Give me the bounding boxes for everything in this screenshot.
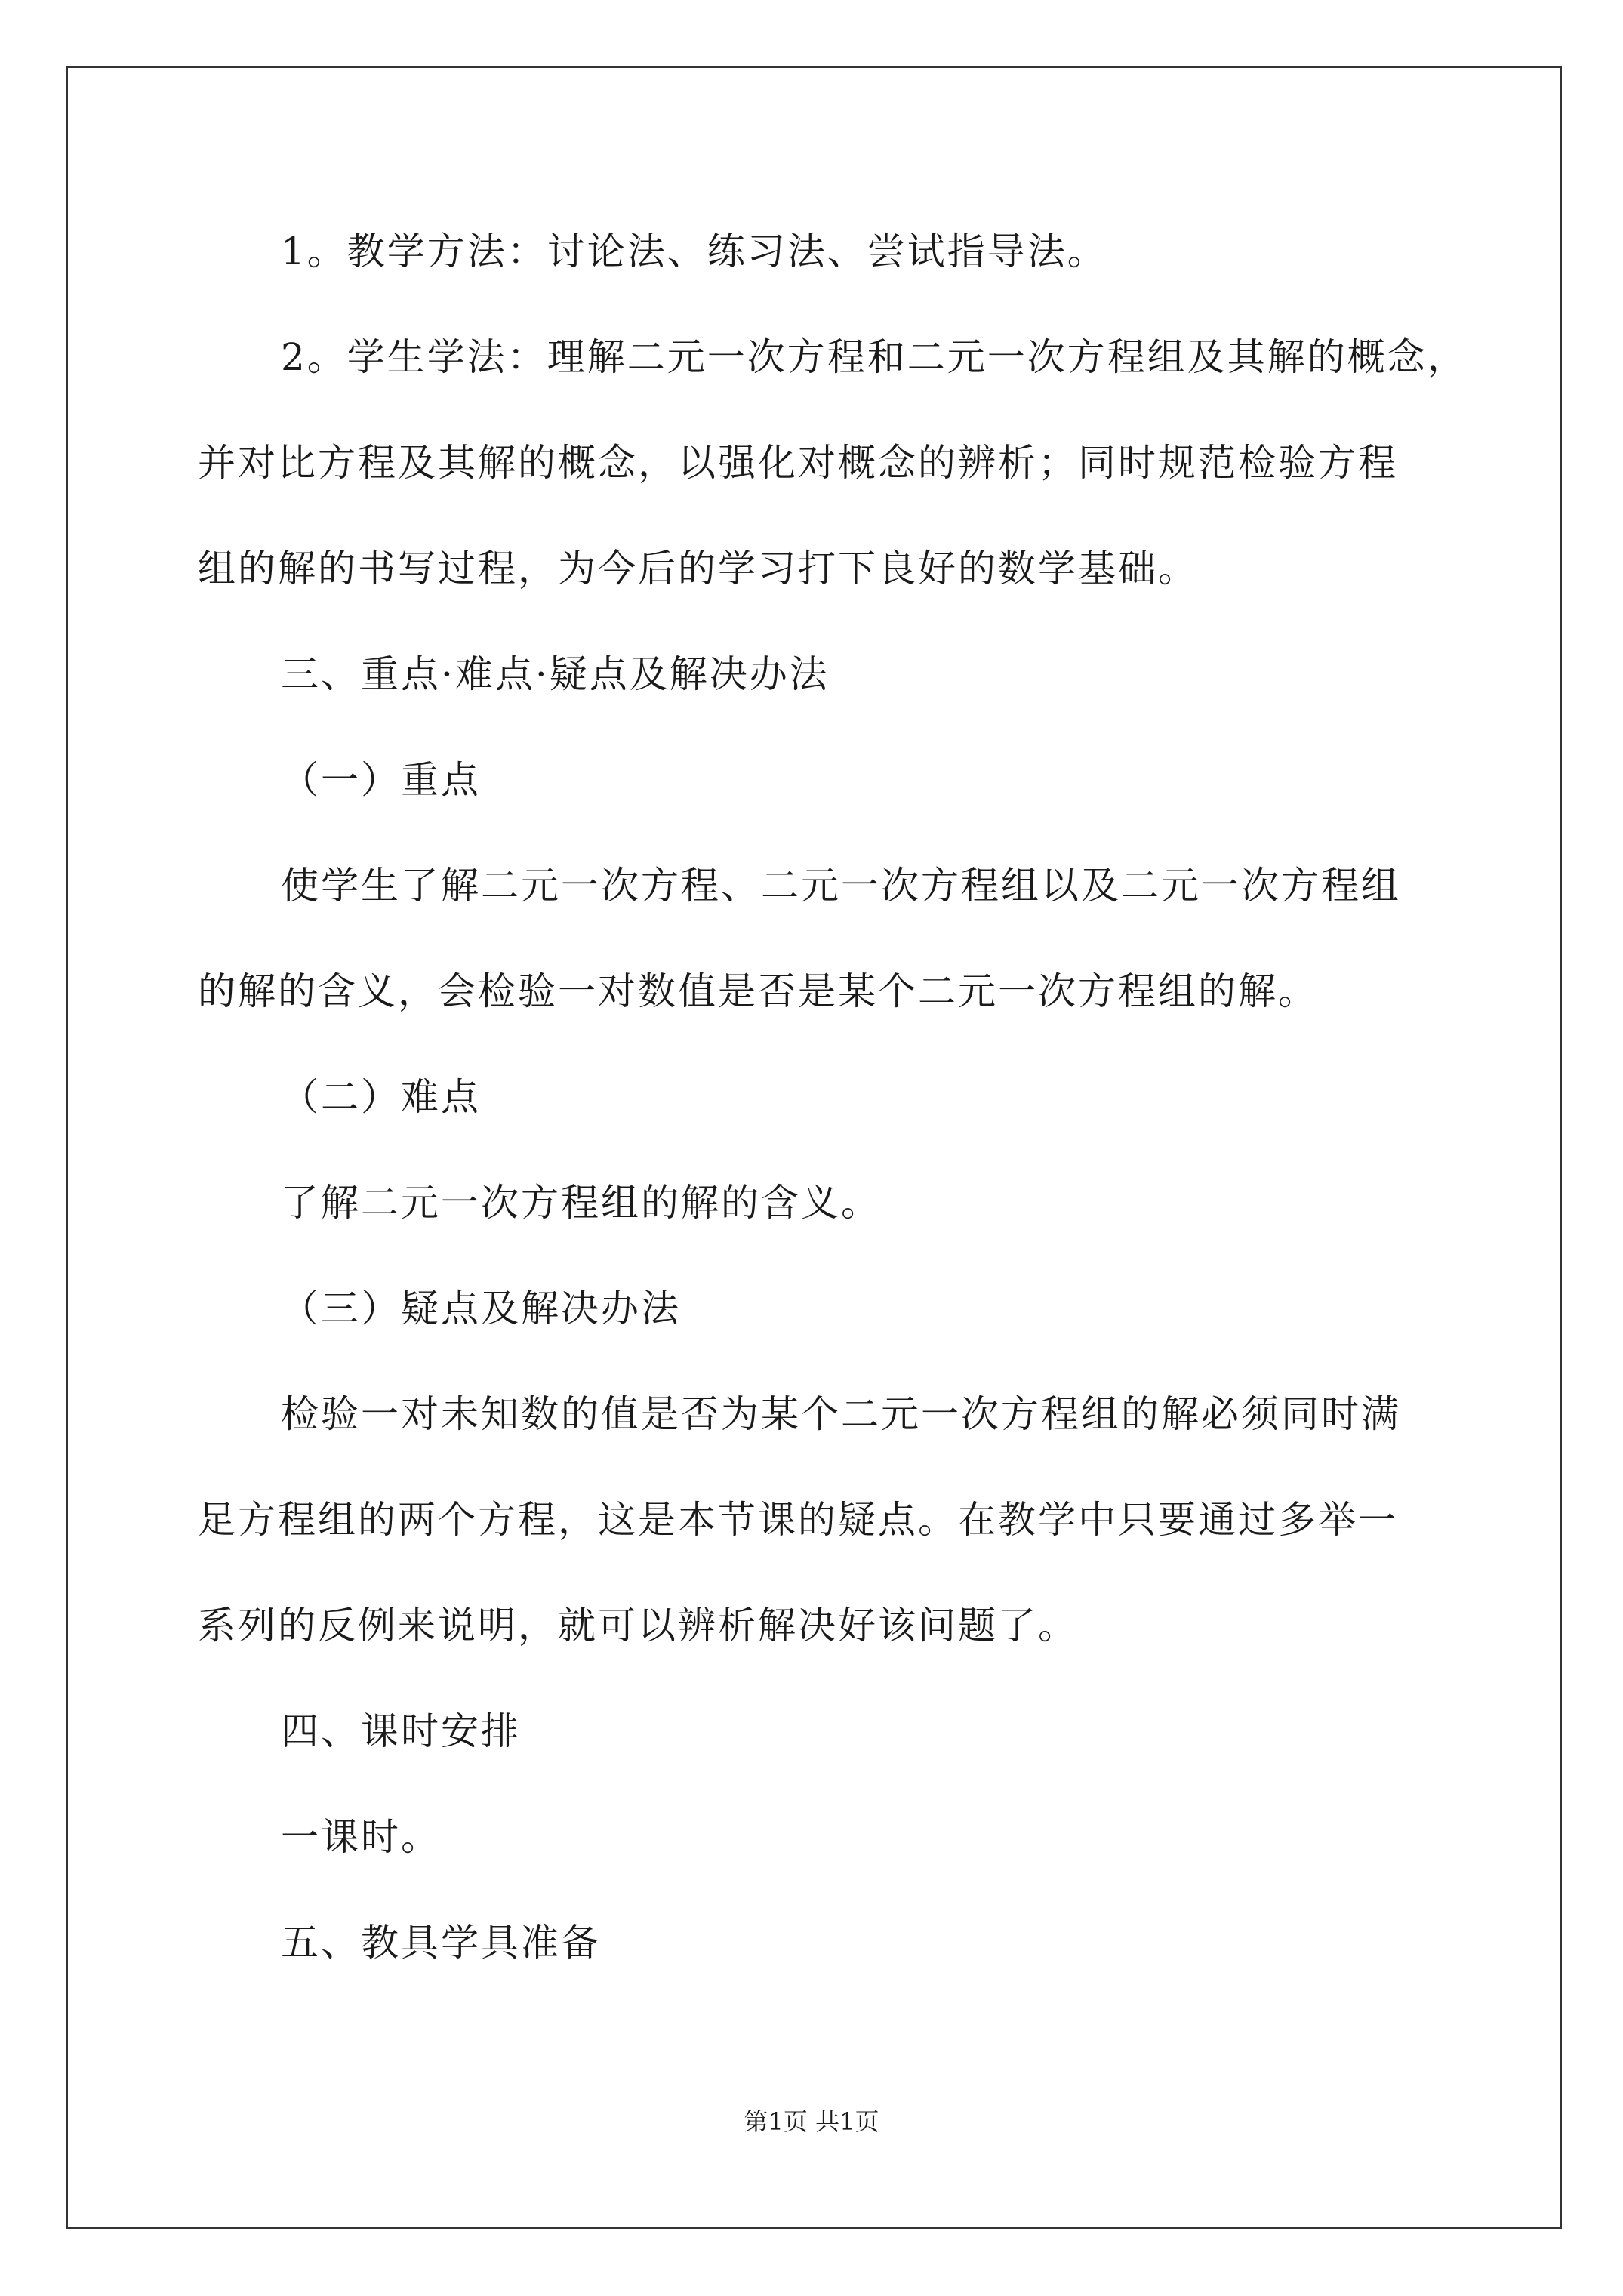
subsection-heading: （二）难点 [281, 1075, 481, 1119]
section-heading: 三、重点·难点·疑点及解决办法 [281, 652, 830, 696]
teaching-method-line: 1。教学方法：讨论法、练习法、尝试指导法。 [281, 230, 1107, 273]
paragraph-line: 一课时。 [281, 1815, 441, 1859]
paragraph-line: 组的解的书写过程，为今后的学习打下良好的数学基础。 [198, 547, 1198, 590]
paragraph-line: 使学生了解二元一次方程、二元一次方程组以及二元一次方程组 [281, 864, 1401, 908]
subsection-heading: （一）重点 [281, 758, 481, 802]
paragraph-line: 了解二元一次方程组的解的含义。 [281, 1181, 881, 1225]
section-heading: 四、课时安排 [281, 1709, 521, 1753]
study-method-line: 2。学生学法：理解二元一次方程和二元一次方程组及其解的概念， [281, 335, 1467, 379]
paragraph-line: 的解的含义，会检验一对数值是否是某个二元一次方程组的解。 [198, 969, 1318, 1013]
paragraph-line: 检验一对未知数的值是否为某个二元一次方程组的解必须同时满 [281, 1392, 1401, 1436]
section-heading: 五、教具学具准备 [281, 1921, 601, 1965]
page-frame [66, 66, 1562, 2229]
paragraph-line: 系列的反例来说明，就可以辨析解决好该问题了。 [198, 1604, 1078, 1647]
paragraph-line: 并对比方程及其解的概念，以强化对概念的辨析；同时规范检验方程 [198, 441, 1398, 485]
subsection-heading: （三）疑点及解决办法 [281, 1287, 681, 1330]
paragraph-line: 足方程组的两个方程，这是本节课的疑点。在教学中只要通过多举一 [198, 1498, 1398, 1542]
page-footer: 第1页 共1页 [744, 2107, 879, 2136]
